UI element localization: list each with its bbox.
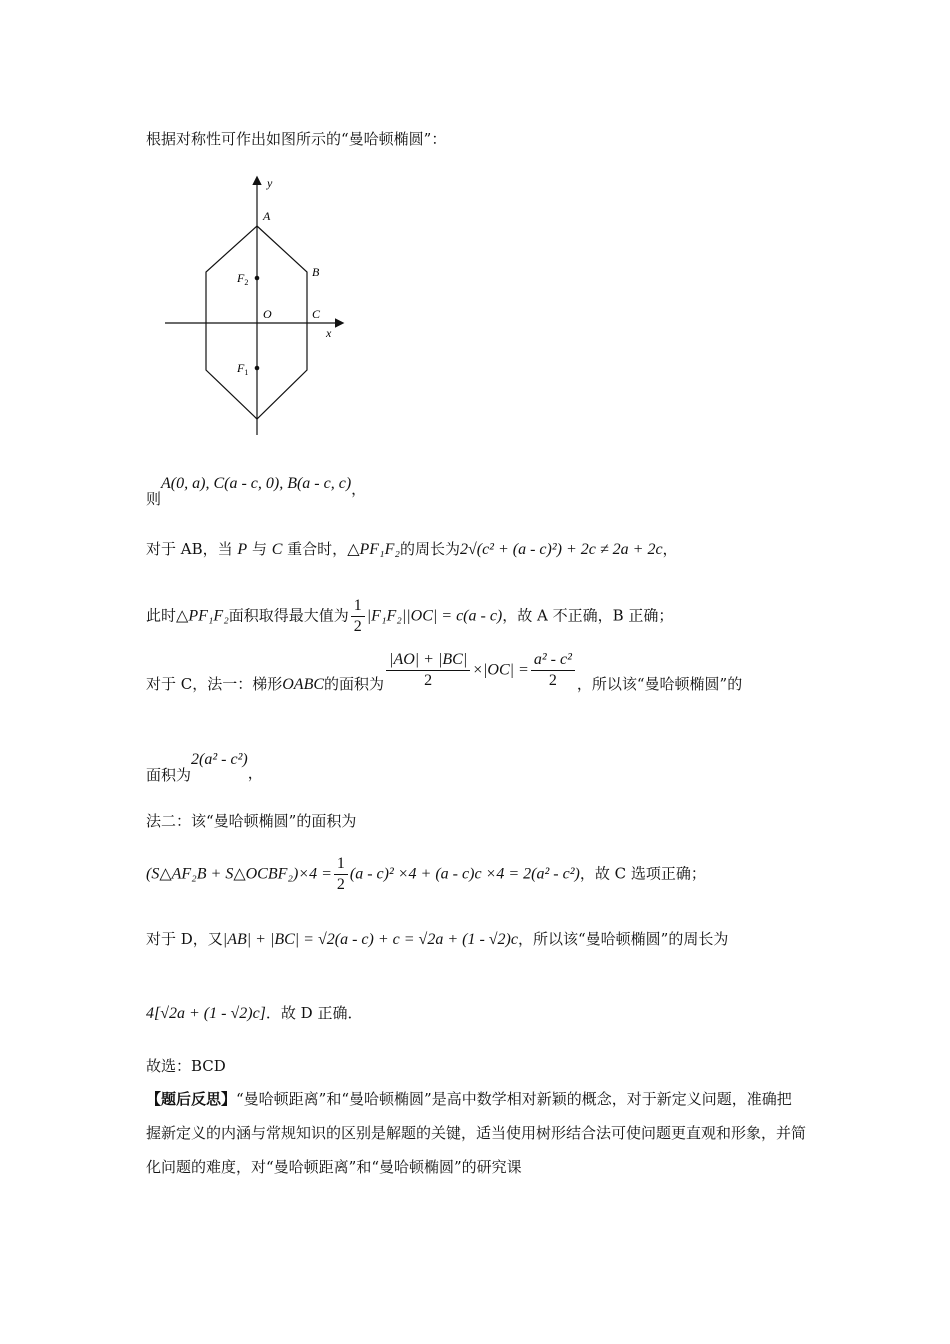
area-line — [146, 596, 673, 637]
area-suffix: ，故 A 不正确，B 正确； — [502, 606, 674, 625]
trapezoid-fraction: $\frac{|AO| + |BC|}{2}$ — [386, 650, 470, 691]
coordinates-expr: A(0, a), C(a - c, 0), B(a - c, c) — [161, 475, 352, 492]
origin-label: O — [263, 307, 272, 321]
perimeter-expr: 2√(c² + (a - c)²) + 2c ≠ 2a + 2c — [459, 541, 663, 558]
x-label: x — [326, 326, 332, 340]
d-suffix: ，所以该“曼哈顿椭圆”的周长为 — [517, 930, 729, 948]
coordinates-line — [146, 475, 367, 508]
focus-f1-point — [255, 366, 260, 371]
area-triangle-expr: △PF₁F₂ — [176, 607, 229, 625]
times-oc-expr: ×|OC| = — [472, 661, 529, 679]
focus-f2-point — [255, 276, 260, 281]
area-max-expr: |F₁F₂||OC| = c(a - c) — [366, 607, 503, 625]
area-prefix: 此时 — [146, 606, 177, 625]
reflection-text: “曼哈顿距离”和“曼哈顿椭圆”是高中数学相对新颖的概念，对于新定义问题，准确把握新定义的内涵与常规知识的区别是解题的关键，适当使用树形结合法可使问题更直观和形象，并简化问题的难度，对“曼哈顿距离”和“曼哈顿椭圆”的研究课 — [146, 1090, 807, 1176]
answer-line: 故选：BCD — [146, 1057, 226, 1075]
c4-suffix: ，故 C 选项正确； — [579, 864, 706, 883]
reflection-paragraph — [146, 1082, 806, 1184]
d2-suffix: ．故 D 正确． — [265, 1004, 363, 1022]
c-area-line — [146, 751, 263, 784]
c4-right-expr: (a - c)² ×4 + (a - c)c ×4 = 2(a² - c²) — [349, 865, 580, 883]
ab-suffix: ， — [662, 540, 678, 558]
ab-mid1: 与 — [247, 540, 272, 558]
c1-prefix: 对于 C，法一：梯形 — [146, 674, 283, 693]
c1-suffix: ，所以该“曼哈顿椭圆”的 — [576, 674, 743, 693]
manhattan-ellipse-figure — [160, 170, 380, 445]
area-mid: 面积取得最大值为 — [228, 606, 349, 625]
ab-prefix: 对于 AB，当 — [146, 540, 238, 558]
triangle-expr: △PF₁F₂ — [347, 541, 400, 558]
d-expr: |AB| + |BC| = √2(a - c) + c = √2a + (1 - √2)c — [222, 931, 518, 948]
point-b-label: B — [312, 265, 320, 279]
y-label: y — [267, 176, 273, 190]
c1-mid: 的面积为 — [324, 674, 385, 693]
ab-mid2: 重合时， — [282, 540, 348, 558]
c2-prefix: 面积为 — [146, 766, 192, 784]
trapezoid-area-fraction: $\frac{\text{a² - c²}}{2}$ — [531, 650, 575, 691]
half-fraction: $\frac{1}{2}$ — [351, 596, 365, 637]
ab-line — [146, 538, 678, 559]
trapezoid-name: OABC — [282, 675, 325, 693]
coordinates-suffix: ， — [351, 480, 367, 498]
c2-suffix: ， — [247, 764, 263, 782]
c-method2-equation — [146, 854, 706, 895]
d-line — [146, 928, 728, 949]
then-prefix: 则 — [146, 490, 162, 508]
reflection-title: 【题后反思】 — [146, 1090, 237, 1108]
c-symbol: C — [271, 541, 283, 558]
c2-expr: 2(a² - c²) — [191, 751, 248, 768]
d-perimeter-line — [146, 1002, 362, 1023]
c-method2-line: 法二：该“曼哈顿椭圆”的面积为 — [146, 812, 357, 830]
c4-half-fraction: $\frac{1}{2}$ — [334, 854, 348, 895]
point-a-label: A — [263, 209, 271, 223]
c-method1-line — [146, 650, 742, 691]
focus-f1-label: $F_1$ — [237, 361, 249, 377]
d-perimeter-expr: 4[√2a + (1 - √2)c] — [146, 1005, 266, 1022]
c4-left-expr: (S△AF₂B + S△OCBF₂)×4 = — [146, 865, 332, 883]
d-prefix: 对于 D，又 — [146, 930, 223, 948]
p-symbol: P — [237, 541, 248, 558]
ab-mid3: 的周长为 — [399, 540, 460, 558]
focus-f2-label: $F_2$ — [237, 271, 249, 287]
point-c-label: C — [312, 307, 321, 321]
intro-text: 根据对称性可作出如图所示的“曼哈顿椭圆”： — [146, 130, 447, 148]
